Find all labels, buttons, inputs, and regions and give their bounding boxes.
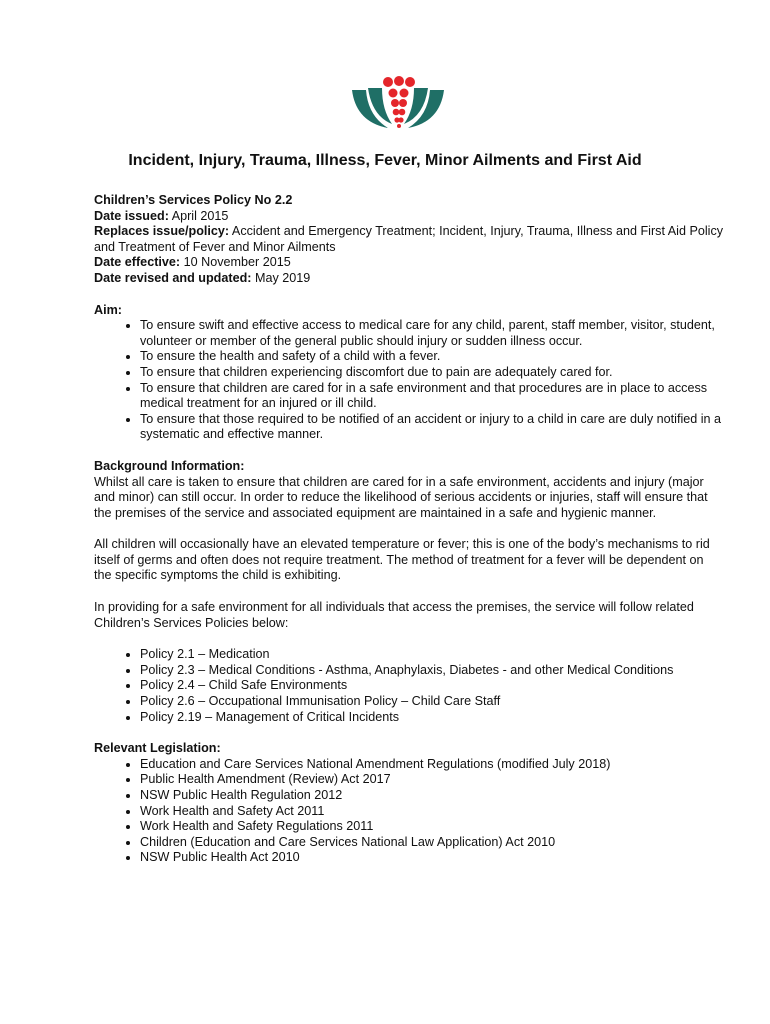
date-effective: Date effective: 10 November 2015 bbox=[94, 255, 291, 270]
background-paragraph: Whilst all care is taken to ensure that children are cared for in a safe environment, accidents and injury (major and minor) can still occur. In order to reduce the likelihood of serious accidents or injuries, staff will ensure that the premises of the service and associated equipment are maintained in a safe and hygienic manner. bbox=[94, 474, 708, 520]
policy-number: Children’s Services Policy No 2.2 bbox=[94, 193, 293, 207]
list-item: • To ensure that those required to be notified of an accident or injury to a child in care are duly notified in a systematic and effective manner. bbox=[140, 412, 724, 443]
background-heading: Background Information: bbox=[94, 458, 245, 473]
list-item: • Work Health and Safety Regulations 2011 bbox=[140, 819, 724, 835]
date-issued: Date issued: April 2015 bbox=[94, 208, 229, 223]
list-item: • Policy 2.6 – Occupational Immunisation Policy – Child Care Staff bbox=[140, 694, 724, 710]
legislation-list bbox=[94, 757, 724, 866]
background-paragraph: In providing for a safe environment for all individuals that access the premises, the service will follow related Children’s Services Policies below: bbox=[94, 600, 694, 630]
list-item: • NSW Public Health Regulation 2012 bbox=[140, 788, 724, 804]
aim-heading: Aim: bbox=[94, 302, 122, 317]
list-item: • Children (Education and Care Services National Law Application) Act 2010 bbox=[140, 835, 724, 851]
document-title: Incident, Injury, Trauma, Illness, Fever, Minor Ailments and First Aid bbox=[128, 152, 642, 169]
legislation-heading: Relevant Legislation: bbox=[94, 741, 221, 756]
aim-list bbox=[94, 318, 724, 443]
list-item: • NSW Public Health Act 2010 bbox=[140, 850, 724, 866]
organisation-logo bbox=[348, 76, 448, 134]
list-item: • Public Health Amendment (Review) Act 2017 bbox=[140, 772, 724, 788]
background-paragraph: All children will occasionally have an elevated temperature or fever; this is one of the body’s mechanisms to rid itself of germs and often does not require treatment. The method of treatment for a fever will be dependent on the specific symptoms the child is exhibiting. bbox=[94, 537, 710, 583]
list-item: • Policy 2.4 – Child Safe Environments bbox=[140, 678, 724, 694]
list-item: • Work Health and Safety Act 2011 bbox=[140, 804, 724, 820]
list-item: • To ensure that children are cared for in a safe environment and that procedures are in place to access medical treatment for an injured or ill child. bbox=[140, 381, 724, 412]
list-item: • Policy 2.1 – Medication bbox=[140, 647, 724, 663]
list-item: • To ensure swift and effective access to medical care for any child, parent, staff member, visitor, student, volunteer or member of the general public should injury or sudden illness occur. bbox=[140, 318, 724, 349]
document-body bbox=[94, 193, 724, 866]
list-item: • Policy 2.19 – Management of Critical Incidents bbox=[140, 710, 724, 726]
date-revised: Date revised and updated: May 2019 bbox=[94, 270, 311, 285]
list-item: • Education and Care Services National Amendment Regulations (modified July 2018) bbox=[140, 757, 724, 773]
list-item: • To ensure that children experiencing discomfort due to pain are adequately cared for. bbox=[140, 365, 724, 381]
list-item: • To ensure the health and safety of a child with a fever. bbox=[140, 349, 724, 365]
related-policies-list bbox=[94, 647, 724, 725]
list-item: • Policy 2.3 – Medical Conditions - Asthma, Anaphylaxis, Diabetes - and other Medical Conditions bbox=[140, 663, 724, 679]
replaces-policy: Replaces issue/policy: Accident and Emergency Treatment; Incident, Injury, Trauma, Illness and First Aid Policy and Treatment of Fever and Minor Ailments bbox=[94, 224, 724, 254]
